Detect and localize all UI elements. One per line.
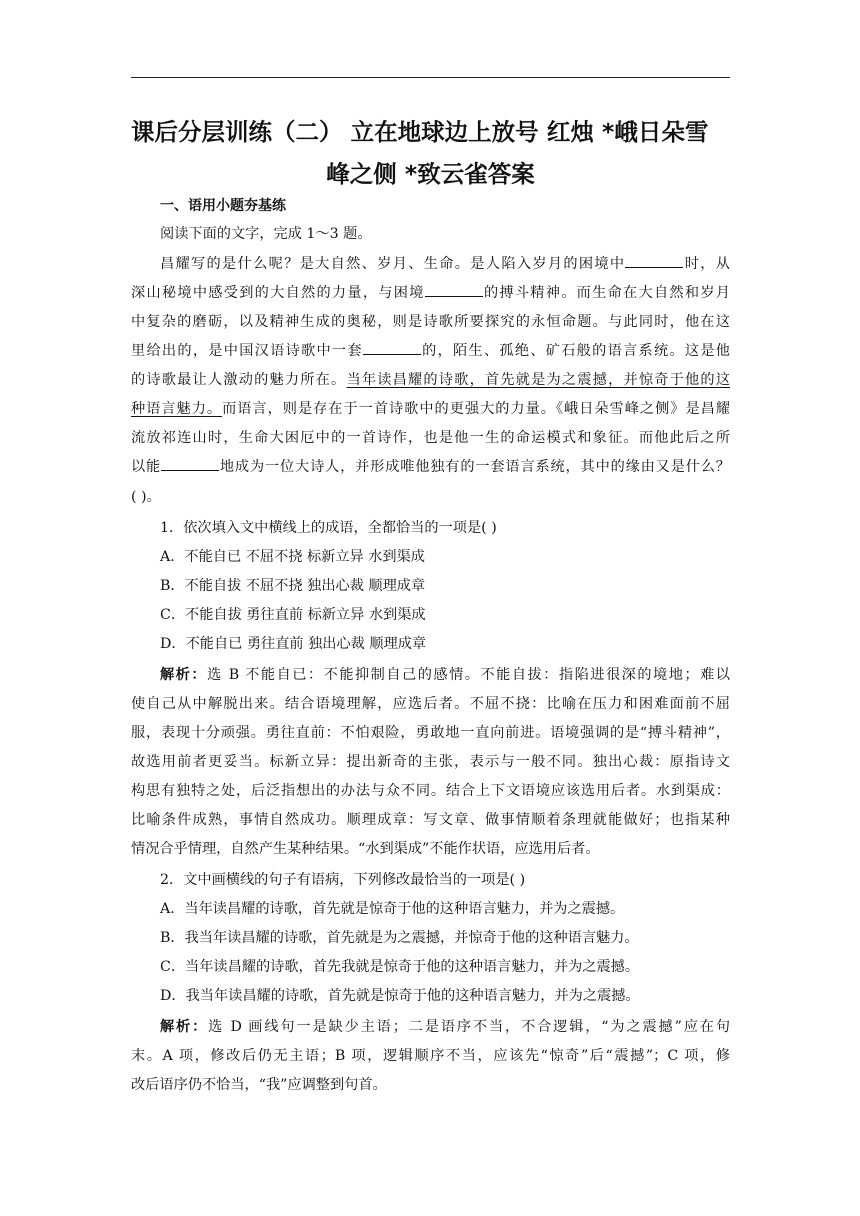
question-1-option-b: B．不能自拔 不屈不挠 独出心裁 顺理成章 — [160, 578, 426, 594]
underlined-sentence: 种语言魅力。 — [131, 401, 223, 417]
analysis-line — [160, 1013, 730, 1041]
analysis-line: 改后语序仍不恰当，“我”应调整到句首。 — [131, 1077, 387, 1093]
passage-text: 地成为一位大诗人，并形成唯他独有的一套语言系统，其中的缘由又是什么？ — [219, 459, 730, 475]
passage-line: 中复杂的磨砺，以及精神生成的奥秘，则是诗歌所要探究的永恒命题。与此同时，他在这 — [131, 314, 730, 330]
passage-line — [160, 250, 730, 278]
passage-text: 深山秘境中感受到的大自然的力量，与困境 — [131, 285, 425, 301]
analysis-text: 选 D 画线句一是缺少主语；二是语序不当，不合逻辑，“为之震撼”应在句 — [208, 1019, 730, 1035]
passage-line — [131, 337, 730, 365]
analysis-line: 服，表现十分顽强。勇往直前：不怕艰险，勇敢地一直向前进。语境强调的是“搏斗精神”， — [131, 725, 730, 741]
section-heading: 一、语用小题夯基练 — [160, 198, 286, 214]
header-rule — [131, 77, 730, 78]
page-title-line2: 峰之侧 *致云雀答案 — [326, 160, 535, 188]
question-2-option-d: D．我当年读昌耀的诗歌，首先就是惊奇于他的这种语言魅力，并为之震撼。 — [160, 988, 640, 1004]
passage-text: 而语言，则是存在于一首诗歌中的更强大的力量。《峨日朵雪峰之侧》是昌耀 — [222, 401, 730, 417]
analysis-text: 选 B 不能自已：不能抑制自己的感情。不能自拔：指陷进很深的境地；难以 — [207, 667, 730, 683]
passage-text: 的，陌生、孤绝、矿石般的语言系统。这是他 — [420, 343, 730, 359]
fill-blank — [425, 282, 483, 297]
analysis-line: 情况合乎情理，自然产生某种结果。“水到渠成”不能作状语，应选用后者。 — [131, 841, 600, 857]
analysis-line: 使自己从中解脱出来。结合语境理解，应选后者。不屈不挠：比喻在压力和困难面前不屈 — [131, 696, 730, 712]
passage-line — [131, 453, 730, 481]
passage-text: 以能 — [131, 459, 162, 475]
question-1-option-d: D．不能自已 勇往直前 独出心裁 顺理成章 — [160, 636, 427, 652]
fill-blank — [625, 253, 683, 268]
analysis-label: 解析： — [160, 667, 208, 683]
passage-line: 流放祁连山时，生命大困厄中的一首诗作，也是他一生的命运模式和象征。而他此后之所 — [131, 430, 730, 446]
question-1-stem: 1．依次填入文中横线上的成语，全都恰当的一项是( ) — [160, 520, 497, 536]
question-2-stem: 2．文中画横线的句子有语病，下列修改最恰当的一项是( ) — [160, 872, 526, 888]
intro-text: 阅读下面的文字，完成 1～3 题。 — [160, 226, 372, 242]
fill-blank — [161, 456, 219, 471]
analysis-line: 构思有独特之处，后泛指想出的办法与众不同。结合上下文语境应该选用后者。水到渠成： — [131, 783, 730, 799]
underlined-sentence: 当年读昌耀的诗歌，首先就是为之震撼，并惊奇于他的这 — [346, 372, 730, 388]
passage-text: 的诗歌最让人激动的魅力所在。 — [131, 372, 347, 388]
passage-text: 昌耀写的是什么呢？是大自然、岁月、生命。是人陷入岁月的困境中 — [160, 256, 626, 272]
passage-text: 的搏斗精神。而生命在大自然和岁月 — [482, 285, 730, 301]
passage-text: 时，从 — [683, 256, 730, 272]
analysis-line: 末。A 项，修改后仍无主语；B 项，逻辑顺序不当，应该先“惊奇”后“震撼”；C 项，修 — [131, 1048, 730, 1064]
question-1-option-c: C．不能自拔 勇往直前 标新立异 水到渠成 — [160, 607, 426, 623]
analysis-line: 故选用前者更妥当。标新立异：提出新奇的主张，表示与一般不同。独出心裁：原指诗文 — [131, 754, 730, 770]
passage-line — [131, 366, 730, 394]
analysis-label: 解析： — [160, 1019, 209, 1035]
question-2-option-b: B．我当年读昌耀的诗歌，首先就是为之震撼，并惊奇于他的这种语言魅力。 — [160, 930, 639, 946]
analysis-line: 比喻条件成熟，事情自然成功。顺理成章：写文章、做事情顺着条理就能做好；也指某种 — [131, 812, 730, 828]
question-2-option-c: C．当年读昌耀的诗歌，首先我就是惊奇于他的这种语言魅力，并为之震撼。 — [160, 959, 640, 975]
question-1-option-a: A．不能自已 不屈不挠 标新立异 水到渠成 — [160, 549, 425, 565]
page-title-line1: 课后分层训练（二） 立在地球边上放号 红烛 *峨日朵雪 — [131, 118, 709, 146]
passage-text: 里给出的，是中国汉语诗歌中一套 — [131, 343, 363, 359]
passage-line: ( )。 — [131, 489, 161, 505]
analysis-line — [160, 661, 730, 689]
fill-blank — [363, 340, 421, 355]
question-2-option-a: A．当年读昌耀的诗歌，首先就是惊奇于他的这种语言魅力，并为之震撼。 — [160, 901, 625, 917]
passage-line — [131, 395, 730, 423]
passage-line — [131, 279, 730, 307]
